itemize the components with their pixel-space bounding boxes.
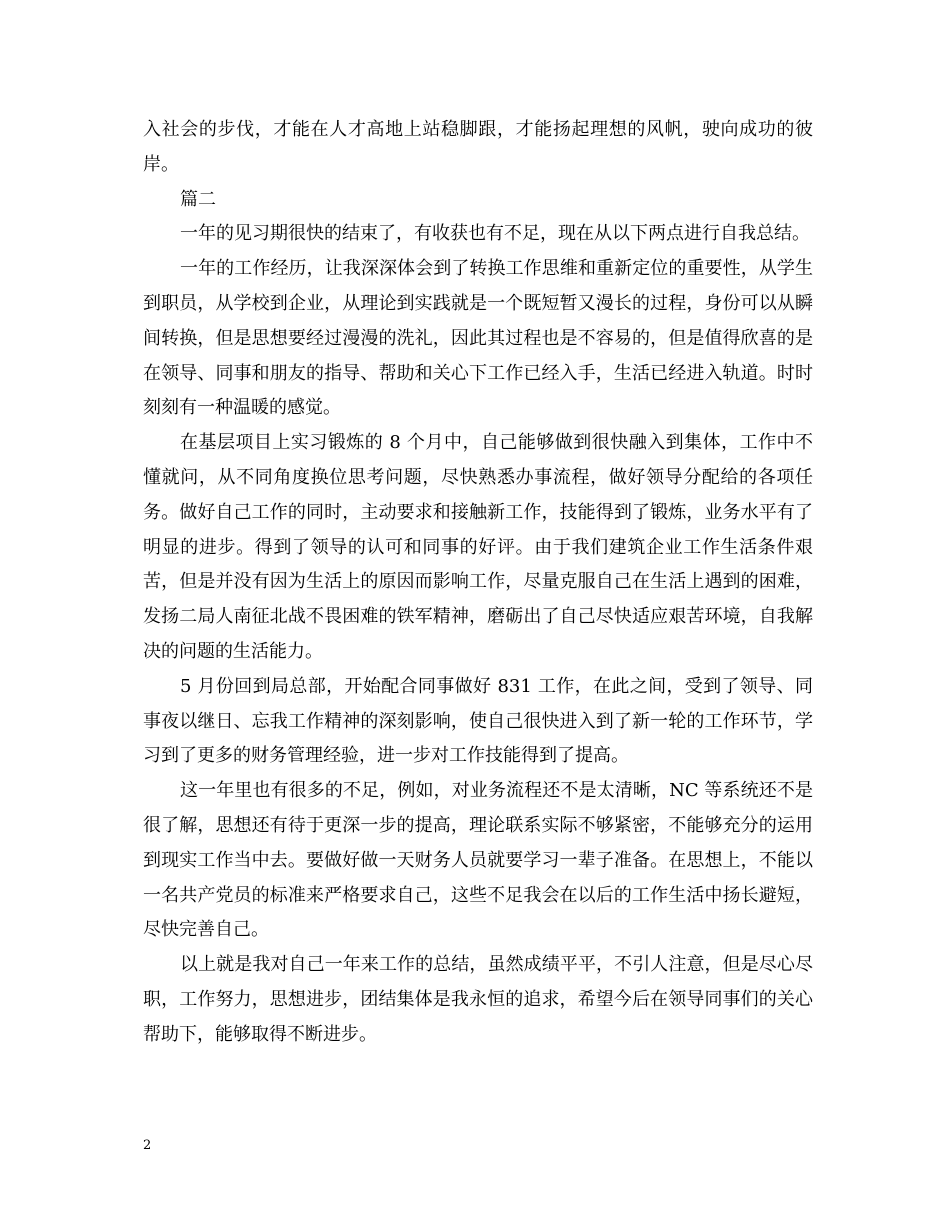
paragraph-continuation: 入社会的步伐，才能在人才高地上站稳脚跟，才能扬起理想的风帆，驶向成功的彼岸。 (143, 119, 813, 175)
paragraph: 一年的工作经历，让我深深体会到了转换工作思维和重新定位的重要性，从学生到职员，从学校到企业，从理论到实践就是一个既短暂又漫长的过程，身份可以从瞬间转换，但是思想要经过漫漫的洗礼，因此其过程也是不容易的，但是值得欣喜的是在领导、同事和朋友的指导、帮助和关心下工作已经入手，生活已经进入轨道。时时刻刻有一种温暖的感觉。 (143, 258, 813, 419)
paragraph: 这一年里也有很多的不足，例如，对业务流程还不是太清晰，NC 等系统还不是很了解，思想还有待于更深一步的提高，理论联系实际不够紧密，不能够充分的运用到现实工作当中去。要做好做一天财务人员就要学习一辈子准备。在思想上，不能以一名共产党员的标准来严格要求自己，这些不足我会在以后的工作生活中扬长避短，尽快完善自己。 (143, 780, 813, 941)
paragraph: 5 月份回到局总部，开始配合同事做好 831 工作，在此之间，受到了领导、同事夜以继日、忘我工作精神的深刻影响，使自己很快进入到了新一轮的工作环节，学习到了更多的财务管理经验，进一步对工作技能得到了提高。 (143, 675, 813, 767)
paragraph: 在基层项目上实习锻炼的 8 个月中，自己能够做到很快融入到集体，工作中不懂就问，从不同角度换位思考问题，尽快熟悉办事流程，做好领导分配给的各项任务。做好自己工作的同时，主动要求和接触新工作，技能得到了锻炼，业务水平有了明显的进步。得到了领导的认可和同事的好评。由于我们建筑企业工作生活条件艰苦，但是并没有因为生活上的原因而影响工作，尽量克服自己在生活上遇到的困难，发扬二局人南征北战不畏困难的铁军精神，磨砺出了自己尽快适应艰苦环境，自我解决的问题的生活能力。 (143, 432, 813, 662)
paragraph: 以上就是我对自己一年来工作的总结，虽然成绩平平，不引人注意，但是尽心尽职，工作努力，思想进步，团结集体是我永恒的追求，希望今后在领导同事们的关心帮助下，能够取得不断进步。 (143, 954, 813, 1045)
paragraph: 一年的见习期很快的结束了，有收获也有不足，现在从以下两点进行自我总结。 (180, 223, 810, 245)
page-number: 2 (143, 1138, 152, 1153)
section-heading: 篇二 (180, 188, 216, 210)
document-body (143, 113, 813, 1053)
